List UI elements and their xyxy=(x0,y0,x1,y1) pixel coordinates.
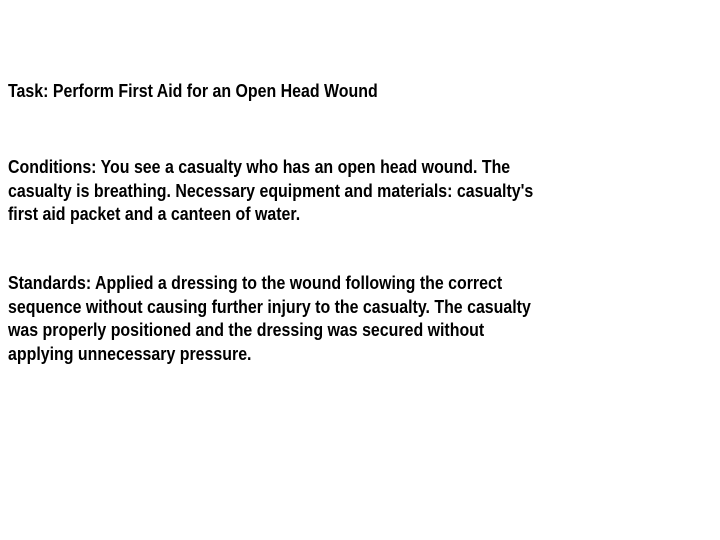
task-statement xyxy=(8,80,378,104)
conditions-line: casualty is breathing. Necessary equipment and materials: casualty's xyxy=(8,180,534,201)
standards-line: sequence without causing further injury to the casualty. The casualty xyxy=(8,296,531,317)
standards-line: applying unnecessary pressure. xyxy=(8,343,252,364)
standards-paragraph xyxy=(8,272,531,366)
conditions-line: Conditions: You see a casualty who has an open head wound. The xyxy=(8,157,511,177)
conditions-line: first aid packet and a canteen of water. xyxy=(8,204,301,225)
task-line: Task: Perform First Aid for an Open Head Wound xyxy=(8,81,378,101)
standards-line: was properly positioned and the dressing was secured without xyxy=(8,320,485,341)
standards-line: Standards: Applied a dressing to the wound following the correct xyxy=(8,273,503,293)
conditions-paragraph xyxy=(8,156,533,227)
